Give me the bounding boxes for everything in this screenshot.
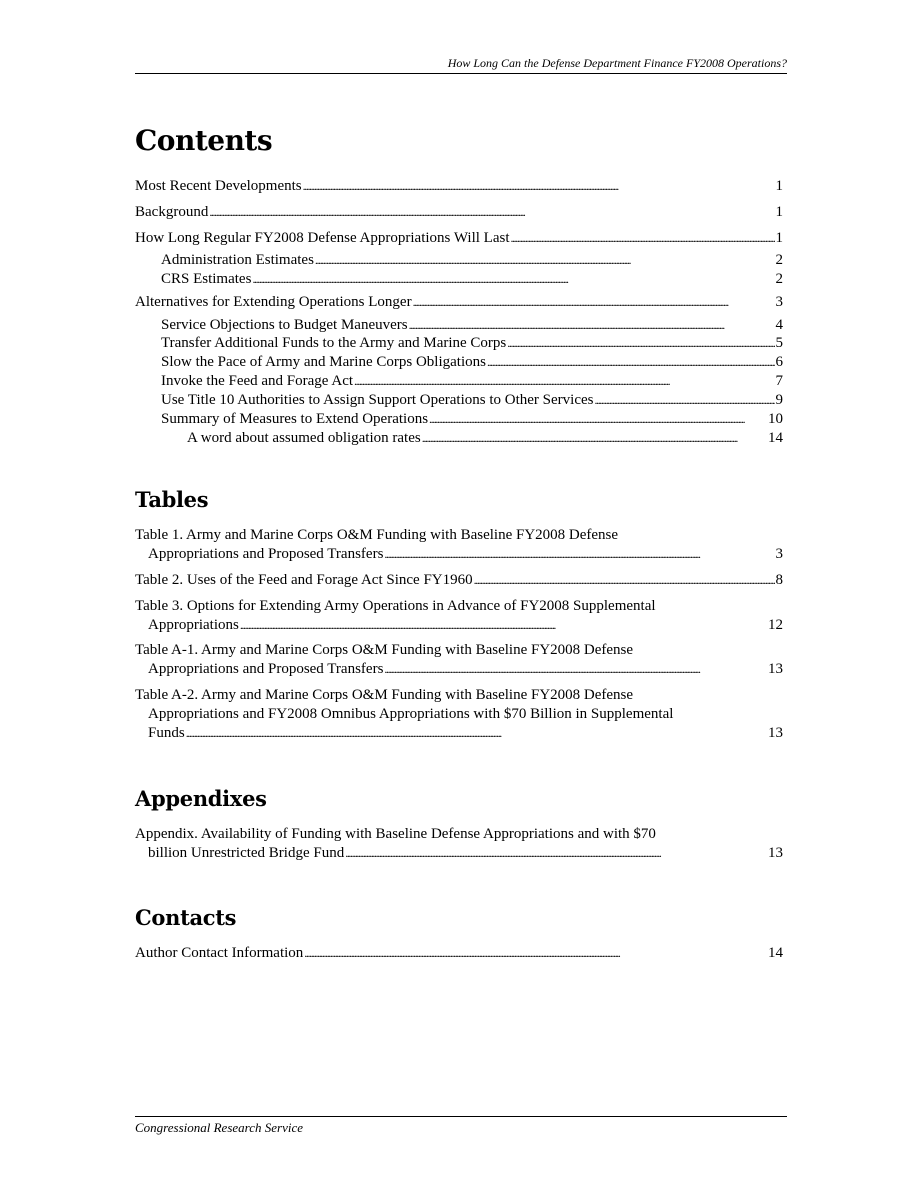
toc-entry-page: 4: [775, 317, 783, 333]
toc-entry-appendix[interactable]: [135, 843, 783, 863]
toc-entry-most-recent-developments[interactable]: [135, 176, 783, 196]
toc-entry-alternatives[interactable]: [135, 292, 783, 312]
toc-entry-page: 7: [775, 373, 783, 389]
dot-leader: [422, 428, 767, 448]
dot-leader: [595, 390, 775, 410]
dot-leader: [507, 333, 774, 353]
dot-leader: [510, 228, 774, 248]
toc-entry-title: Transfer Additional Funds to the Army and Marine Corps: [161, 335, 507, 351]
toc-entry-title: Use Title 10 Authorities to Assign Support Operations to Other Services: [161, 392, 594, 408]
toc-entry-page: 10: [768, 411, 783, 427]
toc-entry-page: 8: [775, 572, 783, 588]
appendixes-heading: Appendixes: [135, 786, 267, 811]
dot-leader: [209, 202, 774, 222]
header-rule: [135, 73, 787, 74]
dot-leader: [252, 269, 774, 289]
toc-entry-title: Administration Estimates: [161, 252, 314, 268]
dot-leader: [384, 544, 774, 564]
toc-entry-title[interactable]: Appropriations and FY2008 Omnibus Appropriations with $70 Billion in Supplemental: [148, 706, 674, 722]
toc-entry-table-2[interactable]: [135, 570, 783, 590]
dot-leader: [487, 352, 775, 372]
toc-entry-page: 12: [768, 617, 783, 633]
dot-leader: [345, 843, 767, 863]
toc-entry-page: 6: [775, 354, 783, 370]
toc-entry-summary-measures[interactable]: [135, 409, 783, 429]
toc-entry-background[interactable]: [135, 202, 783, 222]
toc-entry-title[interactable]: Table 1. Army and Marine Corps O&M Funding with Baseline FY2008 Defense: [135, 527, 619, 543]
toc-entry-transfer-funds[interactable]: [135, 333, 783, 353]
dot-leader: [303, 176, 775, 196]
toc-entry-title: Service Objections to Budget Maneuvers: [161, 317, 408, 333]
toc-entry-title: Alternatives for Extending Operations Longer: [135, 294, 412, 310]
footer-org: Congressional Research Service: [135, 1120, 303, 1135]
toc-entry-title[interactable]: Table 3. Options for Extending Army Operations in Advance of FY2008 Supplemental: [135, 598, 656, 614]
toc-entry-title: Appropriations and Proposed Transfers: [148, 661, 384, 677]
tables-heading: Tables: [135, 487, 209, 512]
toc-entry-table-3[interactable]: [135, 615, 783, 635]
toc-entry-title: Table 2. Uses of the Feed and Forage Act Since FY1960: [135, 572, 473, 588]
dot-leader: [429, 409, 767, 429]
toc-entry-title: Summary of Measures to Extend Operations: [161, 411, 429, 427]
toc-entry-page: 9: [775, 392, 783, 408]
toc-entry-title: Most Recent Developments: [135, 178, 302, 194]
toc-entry-service-objections[interactable]: [135, 315, 783, 335]
toc-entry-page: 1: [775, 178, 783, 194]
toc-entry-page: 13: [768, 725, 783, 741]
toc-entry-title: Funds: [148, 725, 185, 741]
toc-entry-title: Invoke the Feed and Forage Act: [161, 373, 354, 389]
contents-heading: Contents: [135, 124, 273, 157]
toc-entry-page: 3: [775, 546, 783, 562]
dot-leader: [240, 615, 767, 635]
toc-entry-how-long-regular[interactable]: [135, 228, 783, 248]
dot-leader: [409, 315, 775, 335]
toc-entry-title[interactable]: Table A-2. Army and Marine Corps O&M Funding with Baseline FY2008 Defense: [135, 687, 634, 703]
running-header: How Long Can the Defense Department Finance FY2008 Operations?: [447, 56, 787, 70]
toc-entry-table-1[interactable]: [135, 544, 783, 564]
toc-entry-title: Background: [135, 204, 209, 220]
toc-entry-table-a-2[interactable]: [135, 723, 783, 743]
toc-entry-title: CRS Estimates: [161, 271, 252, 287]
toc-entry-page: 5: [775, 335, 783, 351]
toc-entry-page: 3: [775, 294, 783, 310]
toc-entry-feed-and-forage[interactable]: [135, 371, 783, 391]
toc-entry-title: Author Contact Information: [135, 945, 304, 961]
toc-entry-page: 2: [775, 252, 783, 268]
toc-entry-title: billion Unrestricted Bridge Fund: [148, 845, 345, 861]
dot-leader: [474, 570, 775, 590]
toc-entry-title[interactable]: Appendix. Availability of Funding with Baseline Defense Appropriations and with $70: [135, 826, 656, 842]
toc-entry-page: 13: [768, 845, 783, 861]
toc-entry-title: How Long Regular FY2008 Defense Appropriations Will Last: [135, 230, 510, 246]
toc-entry-slow-pace[interactable]: [135, 352, 783, 372]
toc-entry-administration-estimates[interactable]: [135, 250, 783, 270]
contacts-heading: Contacts: [135, 905, 237, 930]
toc-entry-page: 13: [768, 661, 783, 677]
toc-entry-title: Appropriations: [148, 617, 239, 633]
toc-entry-crs-estimates[interactable]: [135, 269, 783, 289]
toc-entry-page: 1: [775, 230, 783, 246]
toc-entry-page: 14: [768, 430, 783, 446]
toc-entry-author-contact[interactable]: [135, 943, 783, 963]
toc-entry-title: A word about assumed obligation rates: [187, 430, 421, 446]
dot-leader: [413, 292, 775, 312]
footer-rule: [135, 1116, 787, 1117]
dot-leader: [186, 723, 767, 743]
dot-leader: [315, 250, 775, 270]
toc-entry-page: 2: [775, 271, 783, 287]
toc-entry-page: 1: [775, 204, 783, 220]
dot-leader: [304, 943, 767, 963]
toc-entry-table-a-1[interactable]: [135, 659, 783, 679]
toc-entry-title[interactable]: Table A-1. Army and Marine Corps O&M Funding with Baseline FY2008 Defense: [135, 642, 634, 658]
toc-entry-title: Slow the Pace of Army and Marine Corps Obligations: [161, 354, 486, 370]
toc-entry-title-10[interactable]: [135, 390, 783, 410]
toc-entry-title: Appropriations and Proposed Transfers: [148, 546, 384, 562]
toc-entry-obligation-rates[interactable]: [135, 428, 783, 448]
dot-leader: [354, 371, 774, 391]
toc-entry-page: 14: [768, 945, 783, 961]
dot-leader: [384, 659, 767, 679]
